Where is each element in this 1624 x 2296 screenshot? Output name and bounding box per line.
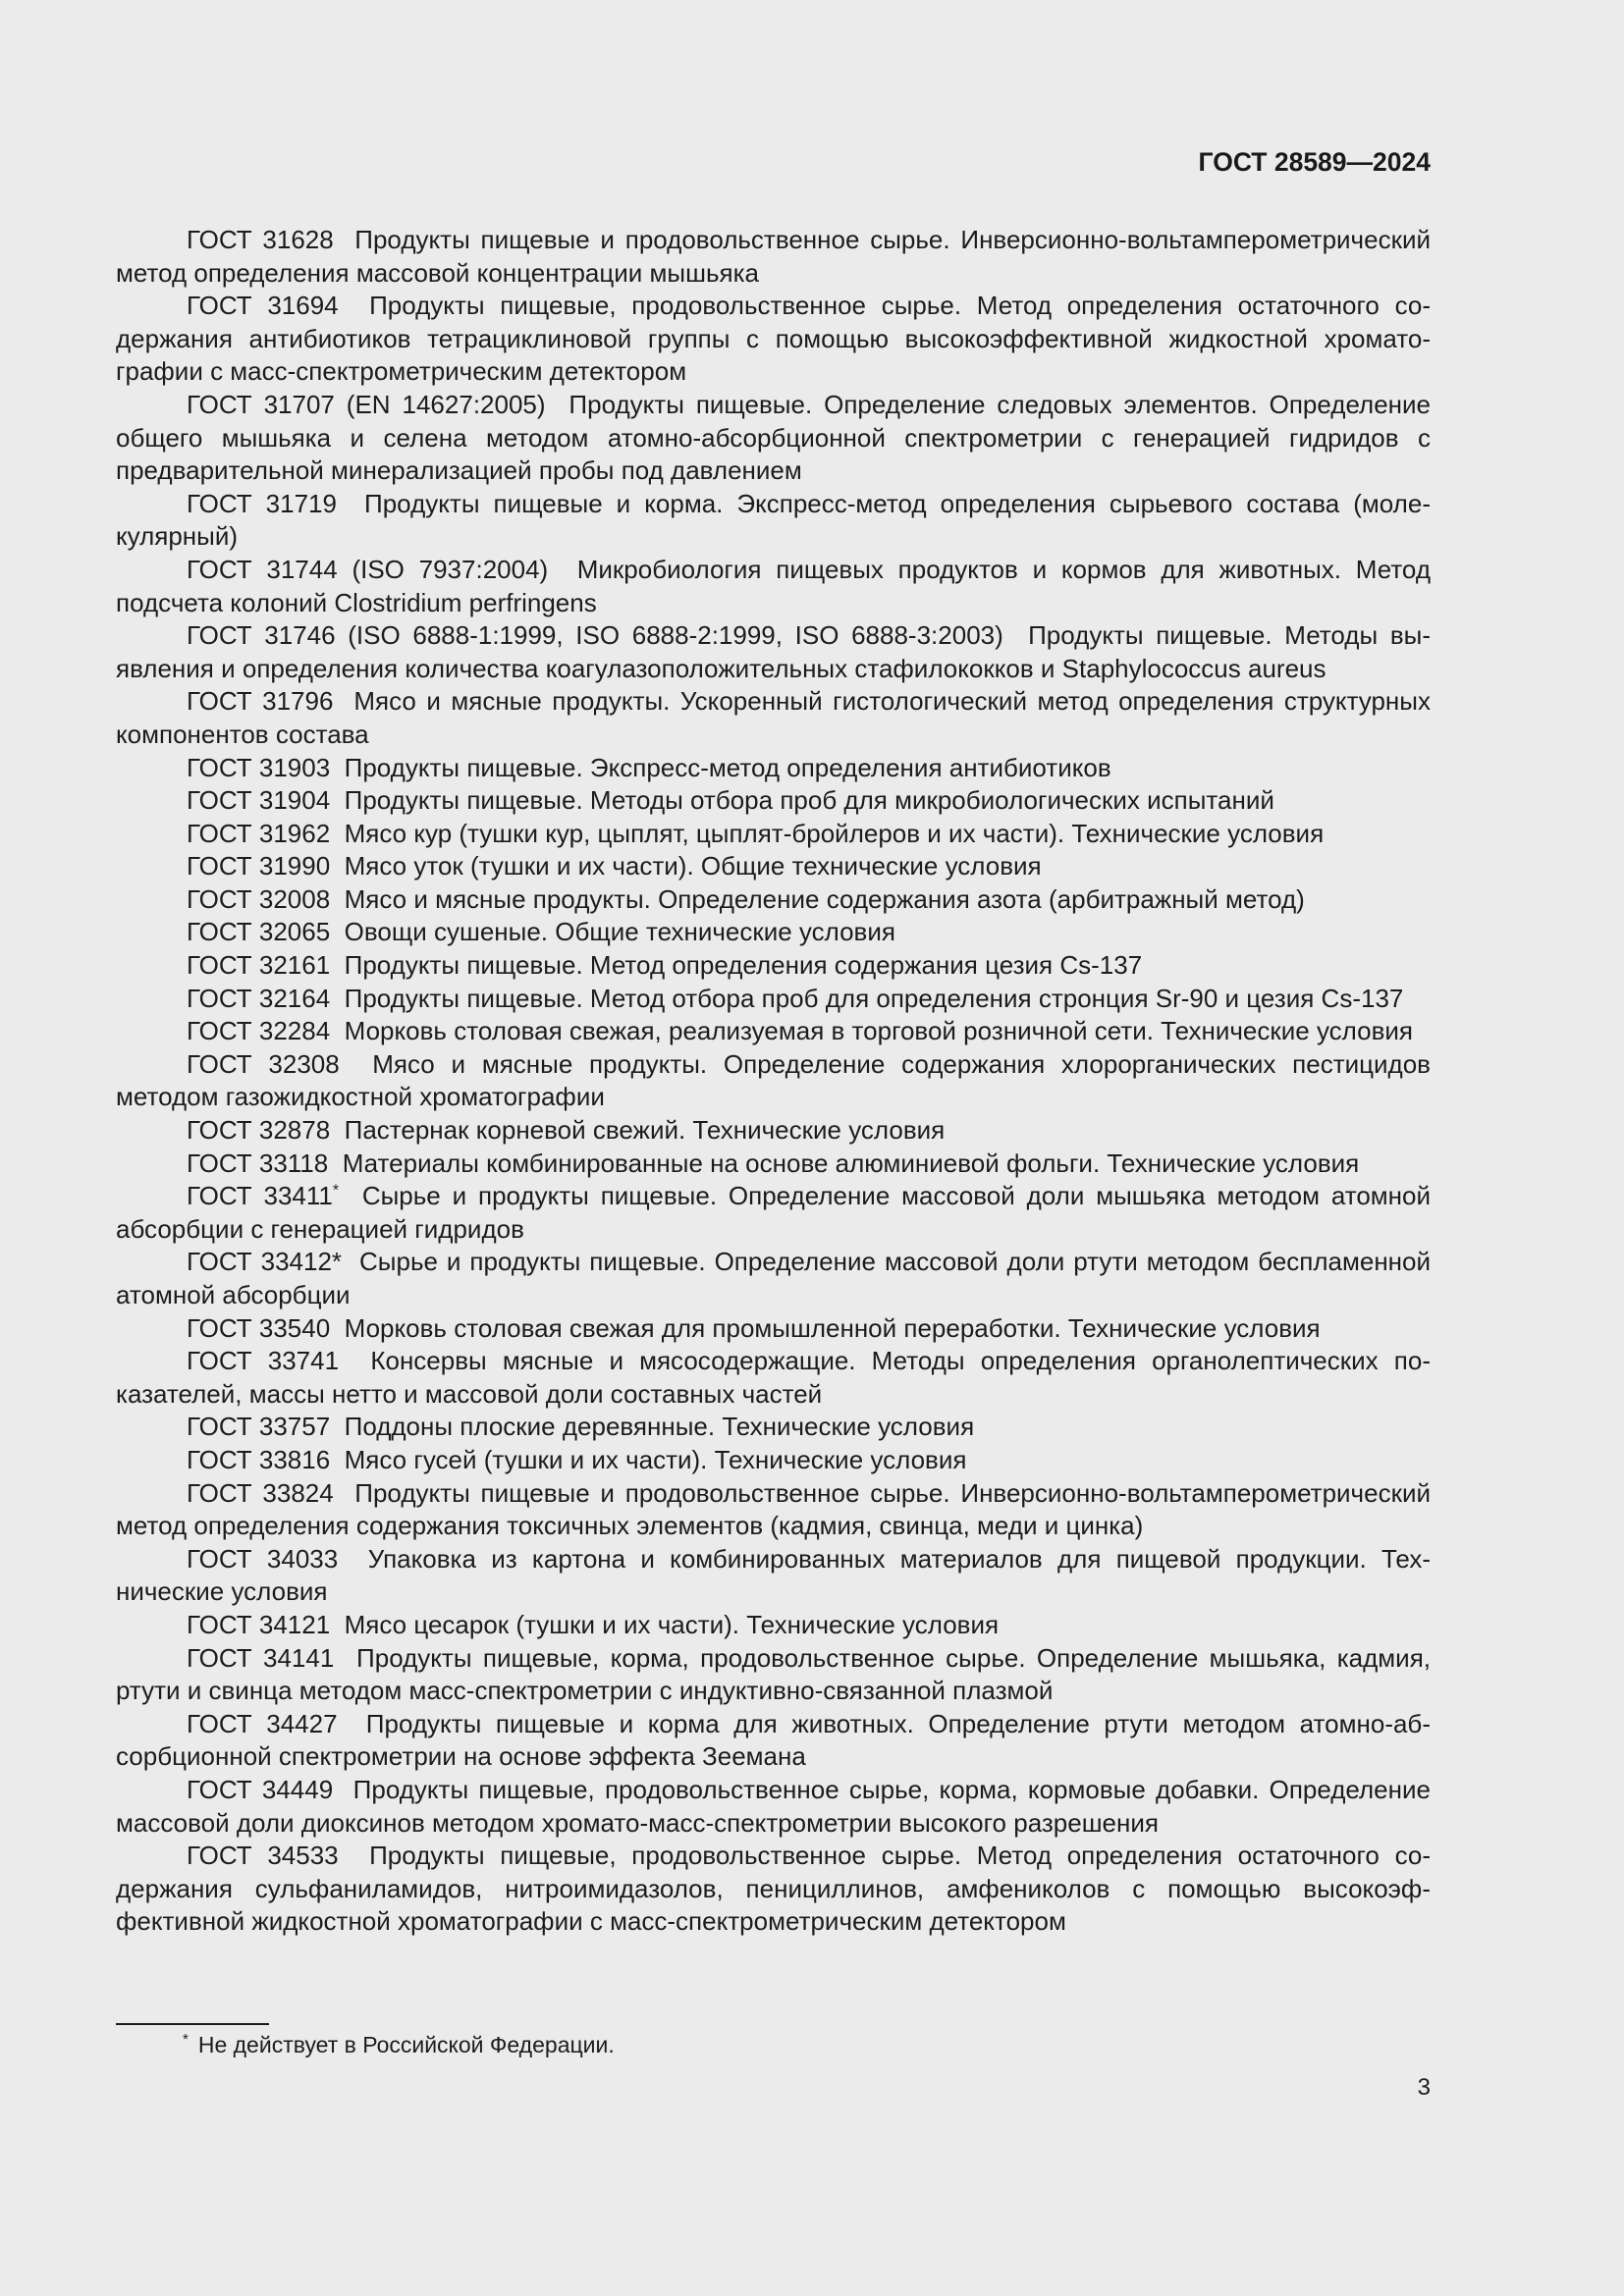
reference-entry: [116, 1048, 1431, 1114]
reference-title: Продукты пищевые. Метод определения содержания цезия Cs-137: [344, 950, 1143, 981]
reference-code-text: ГОСТ 31746 (ISO 6888-1:1999, ISO 6888-2:1999, ISO 6888-3:2003): [187, 620, 1003, 651]
reference-entry: [116, 752, 1431, 785]
reference-code-text: ГОСТ 34121: [187, 1609, 331, 1639]
reference-code-text: ГОСТ 32284: [187, 1016, 331, 1046]
reference-title: Продукты пищевые. Методы отбора проб для микробиологических испытаний: [344, 785, 1274, 816]
reference-title: Мясо и мясные продукты. Ускоренный гистологический метод определения структурных компонентов состава: [116, 686, 1431, 749]
reference-title: Продукты пищевые и корма для животных. Определение ртути методом атомно-абсорбционной спектрометрии на основе эффекта Зеемана: [116, 1708, 1431, 1772]
reference-title: Продукты пищевые и продовольственное сырье. Инверсионно-вольтамперометрический метод определения массовой концентрации мышьяка: [116, 225, 1431, 288]
reference-entry: [116, 1543, 1431, 1609]
reference-entry: [116, 1180, 1431, 1246]
reference-code: [187, 1643, 356, 1673]
reference-code: [187, 620, 1028, 650]
reference-code: [187, 984, 345, 1013]
reference-code: [187, 489, 364, 518]
reference-code: [187, 1148, 343, 1178]
reference-code: [187, 785, 345, 815]
reference-title: Поддоны плоские деревянные. Технические условия: [344, 1412, 975, 1442]
reference-entry: [116, 1015, 1431, 1048]
reference-code-text: ГОСТ 31707 (EN 14627:2005): [187, 389, 546, 419]
reference-code: [187, 1247, 359, 1276]
reference-code: [187, 1181, 362, 1210]
reference-code-text: ГОСТ 31628: [187, 225, 334, 254]
reference-entry: [116, 1345, 1431, 1411]
reference-code: [187, 884, 345, 914]
reference-title: Продукты пищевые и продовольственное сырье. Инверсионно-вольтамперометрический метод определения содержания токсичных элементов (кадмия, свинца, меди и цинка): [116, 1477, 1431, 1541]
reference-code: [187, 291, 369, 320]
normative-references-list: [116, 224, 1431, 1939]
reference-title: Консервы мясные и мясосодержащие. Методы определения органолептических показателей, массы нетто и массовой доли составных частей: [116, 1346, 1431, 1409]
reference-title: Продукты пищевые, продовольственное сырье. Метод определения остаточного содержания антибиотиков тетрациклиновой группы с помощью высокоэффективной жидкостной хроматографии с масс-спектрометрическим детектором: [116, 291, 1432, 387]
reference-code: [187, 1115, 345, 1145]
reference-entry: [116, 1246, 1431, 1311]
reference-code: [187, 1445, 345, 1474]
reference-title: Продукты пищевые, продовольственное сырье. Метод определения остаточного содержания сульфаниламидов, нитроимидазолов, пенициллинов, амфениколов с помощью высокоэффективной жидкостной хроматографии с масс-спектрометрическим детектором: [116, 1841, 1432, 1937]
reference-entry: [116, 1708, 1431, 1774]
reference-code-text: ГОСТ 34427: [187, 1708, 338, 1738]
reference-code-text: ГОСТ 31694: [187, 291, 339, 321]
reference-title: Мясо и мясные продукты. Определение содержания азота (арбитражный метод): [344, 883, 1305, 914]
reference-code-text: ГОСТ 34533: [187, 1841, 339, 1871]
reference-code: [187, 1412, 345, 1441]
reference-code-text: ГОСТ 34141: [187, 1642, 335, 1673]
reference-entry: [116, 1609, 1431, 1642]
reference-title: Продукты пищевые и корма. Экспресс-метод определения сырьевого состава (молекулярный): [116, 488, 1431, 552]
reference-title: Морковь столовая свежая для промышленной переработки. Технические условия: [344, 1312, 1321, 1343]
reference-title: Продукты пищевые, продовольственное сырье, корма, кормовые добавки. Определение массовой доли диоксинов методом хромато-масс-спектрометрии высокого разрешения: [116, 1774, 1431, 1838]
reference-code-text: ГОСТ 33816: [187, 1444, 331, 1474]
reference-code: [187, 1709, 366, 1738]
reference-title: Продукты пищевые. Определение следовых элементов. Определение общего мышьяка и селена методом атомно-абсорбционной спектрометрии с генерацией гидридов с предварительной минерализацией пробы под давлением: [116, 389, 1432, 486]
reference-title: Сырье и продукты пищевые. Определение массовой доли ртути методом беспламенной атомной абсорбции: [116, 1247, 1432, 1309]
reference-title: Морковь столовая свежая, реализуемая в торговой розничной сети. Технические условия: [344, 1016, 1414, 1046]
reference-entry: [116, 1774, 1431, 1840]
reference-code-text: ГОСТ 32164: [187, 983, 331, 1013]
reference-title: Овощи сушеные. Общие технические условия: [344, 917, 895, 947]
reference-code-text: ГОСТ 32878: [187, 1115, 331, 1146]
reference-code: [187, 950, 345, 980]
reference-entry: [116, 554, 1431, 619]
reference-entry: [116, 850, 1431, 883]
reference-title: Сырье и продукты пищевые. Определение массовой доли мышьяка методом атомной абсорбции с генерацией гидридов: [116, 1181, 1432, 1244]
reference-code-text: ГОСТ 33411: [187, 1181, 333, 1211]
reference-code: [187, 819, 345, 848]
reference-title: Упаковка из картона и комбинированных материалов для пищевой продукции. Технические условия: [116, 1543, 1431, 1607]
reference-entry: [116, 1411, 1431, 1444]
reference-title: Продукты пищевые. Метод отбора проб для определения стронция Sr-90 и цезия Cs-137: [344, 983, 1404, 1013]
reference-code-text: ГОСТ 31990: [187, 851, 331, 881]
reference-title: Мясо и мясные продукты. Определение содержания хлорорганических пестицидов методом газожидкостной хроматографии: [116, 1048, 1431, 1112]
reference-title: Продукты пищевые. Экспресс-метод определения антибиотиков: [344, 752, 1111, 782]
reference-code-text: ГОСТ 31796: [187, 686, 334, 717]
reference-code: [187, 1841, 369, 1870]
reference-code: [187, 686, 353, 716]
reference-title: Материалы комбинированные на основе алюминиевой фольги. Технические условия: [342, 1148, 1360, 1178]
reference-entry: [116, 916, 1431, 949]
reference-entry: [116, 983, 1431, 1016]
reference-entry: [116, 1642, 1431, 1708]
footnote-mark: *: [183, 2031, 189, 2049]
reference-code-text: ГОСТ 31903: [187, 752, 331, 782]
footnote-text: Не действует в Российской Федерации.: [197, 2032, 615, 2057]
reference-code-text: ГОСТ 33540: [187, 1312, 331, 1343]
reference-code: [187, 1016, 345, 1045]
reference-entry: [116, 685, 1431, 751]
reference-code: [187, 1313, 345, 1343]
reference-code: [187, 1610, 345, 1639]
reference-title: Продукты пищевые, корма, продовольственное сырье. Определение мышьяка, кадмия, ртути и свинца методом масс-спектрометрии с индуктивно-связанной плазмой: [116, 1642, 1431, 1706]
reference-entry: [116, 1444, 1431, 1477]
reference-code-text: ГОСТ 33757: [187, 1412, 331, 1442]
reference-code: [187, 753, 345, 782]
reference-entry: [116, 784, 1431, 818]
reference-code-text: ГОСТ 34033: [187, 1543, 339, 1574]
reference-code-text: ГОСТ 32161: [187, 950, 331, 981]
page-number: 3: [1417, 2074, 1431, 2101]
reference-code: [187, 1346, 370, 1375]
reference-code-text: ГОСТ 31719: [187, 488, 337, 518]
reference-title: Мясо уток (тушки и их части). Общие технические условия: [344, 851, 1042, 881]
reference-entry: [116, 224, 1431, 290]
reference-entry: [116, 389, 1431, 488]
reference-entry: [116, 1312, 1431, 1346]
reference-code-text: ГОСТ 31744 (ISO 7937:2004): [187, 554, 549, 584]
reference-entry: [116, 883, 1431, 917]
reference-title: Мясо кур (тушки кур, цыплят, цыплят-бройлеров и их части). Технические условия: [344, 818, 1325, 848]
footnote-reference-mark: *: [332, 1182, 340, 1200]
reference-code-text: ГОСТ 32308: [187, 1048, 340, 1079]
reference-code-text: ГОСТ 33412*: [187, 1247, 343, 1277]
reference-entry: [116, 1840, 1431, 1939]
reference-code-text: ГОСТ 33741: [187, 1346, 340, 1376]
footnote-separator: [116, 2023, 269, 2025]
reference-entry: [116, 1148, 1431, 1181]
reference-entry: [116, 290, 1431, 389]
reference-code: [187, 1775, 353, 1804]
reference-code: [187, 390, 568, 419]
page-header-standard: ГОСТ 28589—2024: [1198, 147, 1431, 177]
reference-code: [187, 851, 345, 881]
reference-entry: [116, 619, 1431, 685]
reference-entry: [116, 949, 1431, 983]
reference-code: [187, 1544, 368, 1574]
reference-code-text: ГОСТ 31962: [187, 818, 331, 848]
reference-code-text: ГОСТ 31904: [187, 785, 331, 816]
reference-entry: [116, 818, 1431, 851]
reference-code-text: ГОСТ 33118: [187, 1148, 329, 1178]
reference-code-text: ГОСТ 34449: [187, 1774, 334, 1804]
reference-code-text: ГОСТ 32065: [187, 917, 331, 947]
reference-code-text: ГОСТ 32008: [187, 883, 331, 914]
reference-title: Продукты пищевые. Методы выявления и определения количества коагулазоположительных стафилококков и Staphylococcus aureus: [116, 620, 1431, 683]
reference-entry: [116, 1114, 1431, 1148]
reference-code: [187, 225, 354, 254]
reference-title: Микробиология пищевых продуктов и кормов для животных. Метод подсчета колоний Clostridium perfringens: [116, 554, 1431, 617]
reference-entry: [116, 488, 1431, 554]
reference-code: [187, 555, 577, 584]
footnote: [183, 2030, 615, 2059]
reference-code: [187, 1049, 372, 1079]
reference-title: Мясо цесарок (тушки и их части). Технические условия: [344, 1609, 1000, 1639]
reference-code: [187, 1478, 354, 1508]
reference-code-text: ГОСТ 33824: [187, 1477, 334, 1508]
reference-entry: [116, 1477, 1431, 1543]
reference-code: [187, 917, 345, 946]
reference-title: Пастернак корневой свежий. Технические условия: [344, 1115, 946, 1146]
reference-title: Мясо гусей (тушки и их части). Технические условия: [344, 1444, 967, 1474]
